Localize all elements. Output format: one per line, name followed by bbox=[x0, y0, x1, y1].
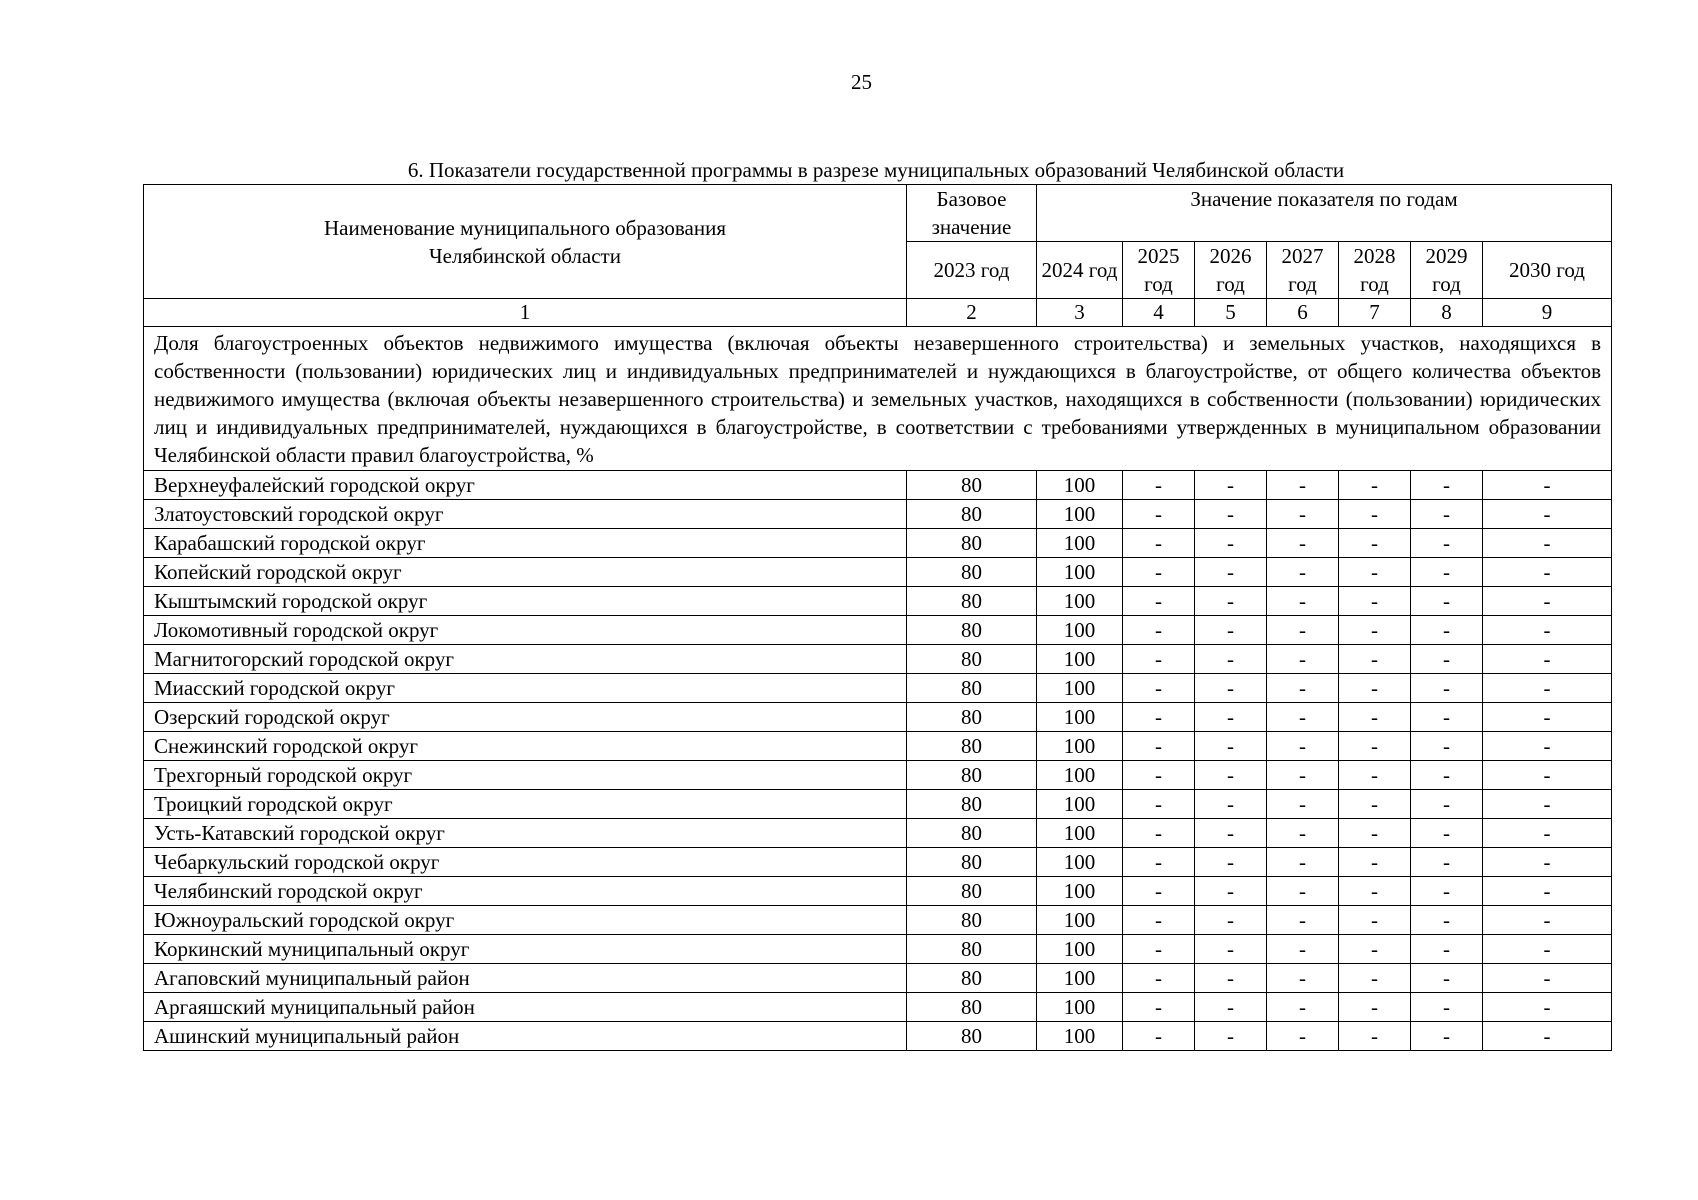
header-year-2027: 2027 год bbox=[1267, 242, 1339, 299]
year-value-cell: - bbox=[1483, 1022, 1612, 1051]
indicator-description: Доля благоустроенных объектов недвижимого имущества (включая объекты незавершенного строительства) и земельных участков, находящихся в собственности (пользовании) юридических лиц и индивидуальных предпринимателей и нуждающихся в благоустройстве, от общего количества объектов недвижимого имущества (включая объекты незавершенного строительства) и земельных участков, находящихся в собственности (пользовании) юридических лиц и индивидуальных предпринимателей, нуждающихся в благоустройстве, в соответствии с требованиями утвержденных в муниципальном образовании Челябинской области правил благоустройства, % bbox=[144, 327, 1612, 471]
year-value-cell: - bbox=[1339, 587, 1411, 616]
year-value-cell: - bbox=[1339, 790, 1411, 819]
section-title: 6. Показатели государственной программы в разрезе муниципальных образований Челябинской области bbox=[407, 158, 1345, 182]
year-value-cell: 100 bbox=[1037, 993, 1123, 1022]
year-value-cell: - bbox=[1123, 471, 1195, 500]
municipality-name: Верхнеуфалейский городской округ bbox=[144, 471, 907, 500]
year-value-cell: 100 bbox=[1037, 645, 1123, 674]
year-value-cell: - bbox=[1123, 848, 1195, 877]
base-value-cell: 80 bbox=[907, 616, 1037, 645]
year-value-cell: 100 bbox=[1037, 529, 1123, 558]
year-value-cell: - bbox=[1411, 616, 1483, 645]
year-value-cell: - bbox=[1123, 500, 1195, 529]
year-value-cell: 100 bbox=[1037, 761, 1123, 790]
year-value-cell: - bbox=[1195, 993, 1267, 1022]
year-value-cell: - bbox=[1339, 848, 1411, 877]
year-value-cell: - bbox=[1195, 529, 1267, 558]
year-value-cell: - bbox=[1267, 964, 1339, 993]
municipality-name: Челябинский городской округ bbox=[144, 877, 907, 906]
header-name-column: Наименование муниципального образования Челябинской области bbox=[144, 185, 907, 299]
municipality-name: Карабашский городской округ bbox=[144, 529, 907, 558]
year-value-cell: - bbox=[1483, 587, 1612, 616]
page-number: 25 bbox=[851, 70, 872, 94]
column-number: 5 bbox=[1195, 299, 1267, 327]
municipality-name: Кыштымский городской округ bbox=[144, 587, 907, 616]
table-row bbox=[144, 703, 1612, 732]
table-row bbox=[144, 790, 1612, 819]
year-value-cell: - bbox=[1411, 819, 1483, 848]
year-value-cell: - bbox=[1339, 877, 1411, 906]
base-value-cell: 80 bbox=[907, 1022, 1037, 1051]
year-value-cell: - bbox=[1339, 471, 1411, 500]
municipality-name: Снежинский городской округ bbox=[144, 732, 907, 761]
table-row bbox=[144, 848, 1612, 877]
year-value-cell: - bbox=[1411, 848, 1483, 877]
year-value-cell: - bbox=[1339, 1022, 1411, 1051]
header-year-2030: 2030 год bbox=[1483, 242, 1612, 299]
table-row bbox=[144, 877, 1612, 906]
column-number: 9 bbox=[1483, 299, 1612, 327]
year-value-cell: - bbox=[1267, 1022, 1339, 1051]
table-row bbox=[144, 616, 1612, 645]
year-value-cell: - bbox=[1339, 761, 1411, 790]
table-row bbox=[144, 558, 1612, 587]
year-value-cell: - bbox=[1483, 761, 1612, 790]
year-value-cell: - bbox=[1411, 645, 1483, 674]
year-value-cell: - bbox=[1483, 906, 1612, 935]
year-value-cell: - bbox=[1195, 500, 1267, 529]
table-row bbox=[144, 471, 1612, 500]
indicator-description-row bbox=[144, 327, 1612, 471]
year-value-cell: - bbox=[1267, 616, 1339, 645]
year-value-cell: - bbox=[1267, 500, 1339, 529]
header-base-value: Базовое значение bbox=[907, 185, 1037, 242]
year-value-cell: - bbox=[1195, 761, 1267, 790]
year-value-cell: 100 bbox=[1037, 703, 1123, 732]
year-value-cell: - bbox=[1123, 819, 1195, 848]
column-number: 6 bbox=[1267, 299, 1339, 327]
table-row bbox=[144, 587, 1612, 616]
municipality-name: Коркинский муниципальный округ bbox=[144, 935, 907, 964]
year-value-cell: - bbox=[1123, 906, 1195, 935]
year-value-cell: - bbox=[1411, 587, 1483, 616]
base-value-cell: 80 bbox=[907, 790, 1037, 819]
header-year-2023: 2023 год bbox=[907, 242, 1037, 299]
base-value-cell: 80 bbox=[907, 645, 1037, 674]
year-value-cell: - bbox=[1195, 819, 1267, 848]
year-value-cell: - bbox=[1195, 906, 1267, 935]
base-value-cell: 80 bbox=[907, 848, 1037, 877]
base-value-cell: 80 bbox=[907, 906, 1037, 935]
year-value-cell: - bbox=[1267, 471, 1339, 500]
base-value-cell: 80 bbox=[907, 877, 1037, 906]
year-value-cell: 100 bbox=[1037, 819, 1123, 848]
municipality-name: Ашинский муниципальный район bbox=[144, 1022, 907, 1051]
year-value-cell: - bbox=[1123, 587, 1195, 616]
header-year-2026: 2026 год bbox=[1195, 242, 1267, 299]
municipality-name: Агаповский муниципальный район bbox=[144, 964, 907, 993]
year-value-cell: - bbox=[1123, 964, 1195, 993]
year-value-cell: - bbox=[1411, 732, 1483, 761]
year-value-cell: - bbox=[1267, 645, 1339, 674]
year-value-cell: - bbox=[1339, 703, 1411, 732]
year-value-cell: - bbox=[1483, 645, 1612, 674]
municipality-name: Южноуральский городской округ bbox=[144, 906, 907, 935]
column-number: 1 bbox=[144, 299, 907, 327]
year-value-cell: - bbox=[1339, 529, 1411, 558]
year-value-cell: - bbox=[1339, 935, 1411, 964]
year-value-cell: - bbox=[1483, 819, 1612, 848]
base-value-cell: 80 bbox=[907, 587, 1037, 616]
base-value-cell: 80 bbox=[907, 732, 1037, 761]
table-row bbox=[144, 500, 1612, 529]
table-row bbox=[144, 935, 1612, 964]
year-value-cell: - bbox=[1123, 790, 1195, 819]
municipality-name: Златоустовский городской округ bbox=[144, 500, 907, 529]
table-row bbox=[144, 761, 1612, 790]
year-value-cell: - bbox=[1123, 993, 1195, 1022]
year-value-cell: - bbox=[1411, 993, 1483, 1022]
year-value-cell: - bbox=[1267, 674, 1339, 703]
year-value-cell: - bbox=[1411, 703, 1483, 732]
year-value-cell: - bbox=[1483, 558, 1612, 587]
year-value-cell: - bbox=[1267, 906, 1339, 935]
year-value-cell: - bbox=[1339, 732, 1411, 761]
year-value-cell: - bbox=[1267, 935, 1339, 964]
year-value-cell: - bbox=[1411, 790, 1483, 819]
year-value-cell: - bbox=[1411, 964, 1483, 993]
year-value-cell: 100 bbox=[1037, 906, 1123, 935]
year-value-cell: - bbox=[1411, 906, 1483, 935]
year-value-cell: - bbox=[1267, 790, 1339, 819]
year-value-cell: - bbox=[1483, 500, 1612, 529]
municipality-name: Троицкий городской округ bbox=[144, 790, 907, 819]
year-value-cell: 100 bbox=[1037, 674, 1123, 703]
year-value-cell: 100 bbox=[1037, 500, 1123, 529]
year-value-cell: - bbox=[1123, 645, 1195, 674]
year-value-cell: - bbox=[1411, 674, 1483, 703]
year-value-cell: 100 bbox=[1037, 587, 1123, 616]
year-value-cell: 100 bbox=[1037, 558, 1123, 587]
year-value-cell: - bbox=[1123, 674, 1195, 703]
year-value-cell: 100 bbox=[1037, 790, 1123, 819]
column-number: 7 bbox=[1339, 299, 1411, 327]
table-row bbox=[144, 964, 1612, 993]
table-row bbox=[144, 819, 1612, 848]
base-value-cell: 80 bbox=[907, 674, 1037, 703]
year-value-cell: - bbox=[1123, 703, 1195, 732]
table-row bbox=[144, 674, 1612, 703]
header-year-2028: 2028 год bbox=[1339, 242, 1411, 299]
municipality-name: Усть-Катавский городской округ bbox=[144, 819, 907, 848]
year-value-cell: - bbox=[1339, 616, 1411, 645]
table-row bbox=[144, 1022, 1612, 1051]
table-row bbox=[144, 906, 1612, 935]
municipality-name: Копейский городской округ bbox=[144, 558, 907, 587]
year-value-cell: - bbox=[1123, 529, 1195, 558]
table-row bbox=[144, 732, 1612, 761]
municipality-name: Трехгорный городской округ bbox=[144, 761, 907, 790]
municipality-name: Локомотивный городской округ bbox=[144, 616, 907, 645]
municipality-name: Чебаркульский городской округ bbox=[144, 848, 907, 877]
year-value-cell: - bbox=[1411, 877, 1483, 906]
year-value-cell: - bbox=[1411, 471, 1483, 500]
municipality-name: Аргаяшский муниципальный район bbox=[144, 993, 907, 1022]
year-value-cell: - bbox=[1483, 471, 1612, 500]
column-numbers-row bbox=[144, 299, 1612, 327]
year-value-cell: - bbox=[1123, 761, 1195, 790]
year-value-cell: 100 bbox=[1037, 848, 1123, 877]
column-number: 4 bbox=[1123, 299, 1195, 327]
column-number: 3 bbox=[1037, 299, 1123, 327]
header-year-2029: 2029 год bbox=[1411, 242, 1483, 299]
table-row bbox=[144, 645, 1612, 674]
year-value-cell: - bbox=[1195, 964, 1267, 993]
year-value-cell: - bbox=[1123, 1022, 1195, 1051]
year-value-cell: - bbox=[1483, 877, 1612, 906]
year-value-cell: - bbox=[1195, 703, 1267, 732]
year-value-cell: - bbox=[1483, 703, 1612, 732]
year-value-cell: - bbox=[1339, 645, 1411, 674]
year-value-cell: - bbox=[1483, 935, 1612, 964]
year-value-cell: - bbox=[1411, 529, 1483, 558]
base-value-cell: 80 bbox=[907, 964, 1037, 993]
base-value-cell: 80 bbox=[907, 761, 1037, 790]
year-value-cell: - bbox=[1195, 732, 1267, 761]
table-row bbox=[144, 529, 1612, 558]
year-value-cell: 100 bbox=[1037, 471, 1123, 500]
year-value-cell: - bbox=[1339, 558, 1411, 587]
municipality-name: Миасский городской округ bbox=[144, 674, 907, 703]
table-row bbox=[144, 993, 1612, 1022]
year-value-cell: - bbox=[1339, 674, 1411, 703]
year-value-cell: - bbox=[1123, 935, 1195, 964]
year-value-cell: - bbox=[1267, 732, 1339, 761]
base-value-cell: 80 bbox=[907, 500, 1037, 529]
year-value-cell: - bbox=[1483, 848, 1612, 877]
year-value-cell: - bbox=[1411, 761, 1483, 790]
year-value-cell: - bbox=[1123, 558, 1195, 587]
year-value-cell: 100 bbox=[1037, 935, 1123, 964]
year-value-cell: - bbox=[1195, 1022, 1267, 1051]
year-value-cell: - bbox=[1267, 529, 1339, 558]
base-value-cell: 80 bbox=[907, 935, 1037, 964]
year-value-cell: - bbox=[1195, 471, 1267, 500]
year-value-cell: - bbox=[1195, 935, 1267, 964]
column-number: 2 bbox=[907, 299, 1037, 327]
year-value-cell: 100 bbox=[1037, 1022, 1123, 1051]
base-value-cell: 80 bbox=[907, 703, 1037, 732]
year-value-cell: - bbox=[1411, 558, 1483, 587]
year-value-cell: - bbox=[1483, 790, 1612, 819]
year-value-cell: 100 bbox=[1037, 964, 1123, 993]
year-value-cell: - bbox=[1411, 935, 1483, 964]
year-value-cell: - bbox=[1483, 964, 1612, 993]
year-value-cell: - bbox=[1195, 645, 1267, 674]
base-value-cell: 80 bbox=[907, 819, 1037, 848]
indicators-table bbox=[143, 184, 1612, 1051]
year-value-cell: - bbox=[1267, 993, 1339, 1022]
year-value-cell: - bbox=[1123, 877, 1195, 906]
year-value-cell: - bbox=[1339, 993, 1411, 1022]
year-value-cell: - bbox=[1267, 848, 1339, 877]
municipality-name: Озерский городской округ bbox=[144, 703, 907, 732]
year-value-cell: - bbox=[1267, 819, 1339, 848]
year-value-cell: - bbox=[1195, 848, 1267, 877]
header-row-1 bbox=[144, 185, 1612, 242]
year-value-cell: - bbox=[1267, 761, 1339, 790]
year-value-cell: - bbox=[1483, 993, 1612, 1022]
year-value-cell: - bbox=[1195, 674, 1267, 703]
municipality-name: Магнитогорский городской округ bbox=[144, 645, 907, 674]
base-value-cell: 80 bbox=[907, 558, 1037, 587]
year-value-cell: - bbox=[1195, 587, 1267, 616]
year-value-cell: - bbox=[1411, 500, 1483, 529]
year-value-cell: - bbox=[1411, 1022, 1483, 1051]
base-value-cell: 80 bbox=[907, 993, 1037, 1022]
year-value-cell: - bbox=[1267, 558, 1339, 587]
year-value-cell: - bbox=[1339, 819, 1411, 848]
header-year-2025: 2025 год bbox=[1123, 242, 1195, 299]
year-value-cell: 100 bbox=[1037, 616, 1123, 645]
year-value-cell: - bbox=[1195, 877, 1267, 906]
year-value-cell: 100 bbox=[1037, 732, 1123, 761]
year-value-cell: - bbox=[1483, 529, 1612, 558]
base-value-cell: 80 bbox=[907, 529, 1037, 558]
year-value-cell: - bbox=[1339, 500, 1411, 529]
year-value-cell: - bbox=[1123, 616, 1195, 645]
header-values-by-year: Значение показателя по годам bbox=[1037, 185, 1612, 242]
year-value-cell: - bbox=[1195, 616, 1267, 645]
year-value-cell: - bbox=[1483, 732, 1612, 761]
year-value-cell: - bbox=[1195, 558, 1267, 587]
year-value-cell: - bbox=[1339, 906, 1411, 935]
year-value-cell: - bbox=[1195, 790, 1267, 819]
year-value-cell: - bbox=[1483, 674, 1612, 703]
year-value-cell: - bbox=[1339, 964, 1411, 993]
year-value-cell: - bbox=[1267, 587, 1339, 616]
year-value-cell: - bbox=[1267, 877, 1339, 906]
base-value-cell: 80 bbox=[907, 471, 1037, 500]
year-value-cell: 100 bbox=[1037, 877, 1123, 906]
column-number: 8 bbox=[1411, 299, 1483, 327]
year-value-cell: - bbox=[1123, 732, 1195, 761]
year-value-cell: - bbox=[1483, 616, 1612, 645]
year-value-cell: - bbox=[1267, 703, 1339, 732]
header-year-2024: 2024 год bbox=[1037, 242, 1123, 299]
